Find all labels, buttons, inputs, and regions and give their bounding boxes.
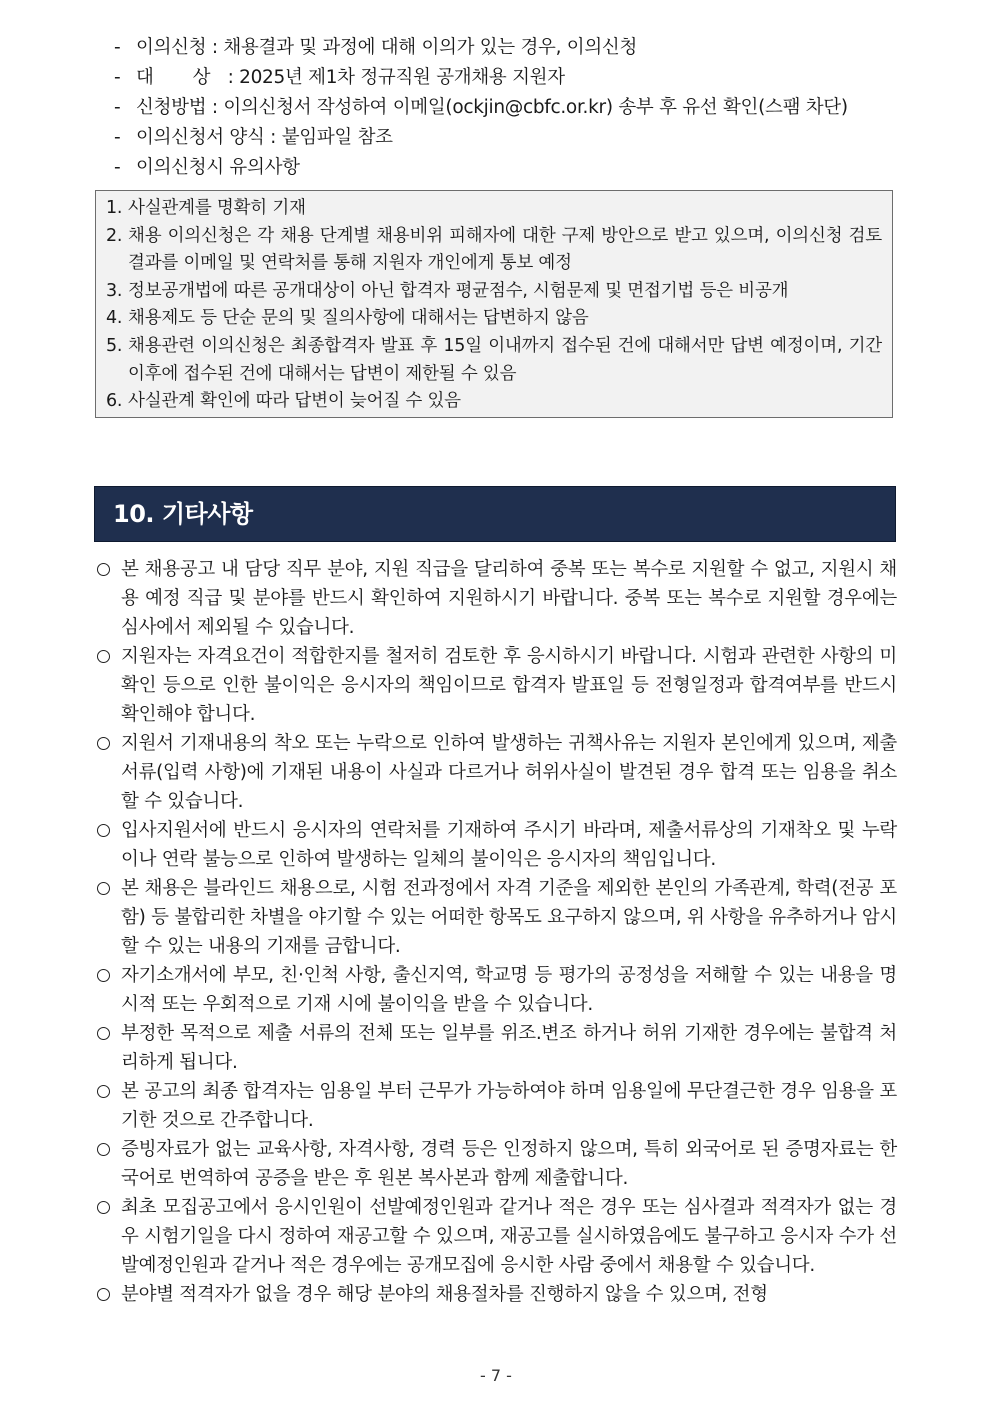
list-item: 본 공고의 최종 합격자는 임용일 부터 근무가 가능하여야 하며 임용일에 무단결근한 경우 임용을 포기한 것으로 간주합니다. — [95, 1077, 897, 1135]
notice-item: 5. 채용관련 이의신청은 최종합격자 발표 후 15일 이내까지 접수된 건에 대해서만 답변 예정이며, 기간 이후에 접수된 건에 대해서는 답변이 제한될 수 있음 — [106, 335, 882, 384]
appeal-info-item: - 대 상 : 2025년 제1차 정규직원 공개채용 지원자 — [114, 63, 914, 93]
circle-bullet-icon — [95, 874, 121, 903]
other-matters-list — [95, 555, 897, 1309]
appeal-info-item: - 이의신청시 유의사항 — [114, 157, 300, 178]
appeal-info-item: - 이의신청 : 채용결과 및 과정에 대해 이의가 있는 경우, 이의신청 — [114, 37, 638, 58]
notice-item: 2. 채용 이의신청은 각 채용 단계별 채용비위 피해자에 대한 구제 방안으로 받고 있으며, 이의신청 검토 결과를 이메일 및 연락처를 통해 지원자 개인에게 통보 예정 — [106, 225, 882, 274]
notice-item: 3. 정보공개법에 따른 공개대상이 아닌 합격자 평균점수, 시험문제 및 면접기법 등은 비공개 — [106, 280, 789, 301]
appeal-info-item: - 이의신청서 양식 : 붙임파일 참조 — [114, 127, 393, 148]
circle-bullet-icon — [95, 1280, 121, 1309]
appeal-label: 이의신청시 유의사항 — [136, 157, 300, 178]
notice-item: 6. 사실관계 확인에 따라 답변이 늦어질 수 있음 — [106, 391, 461, 412]
list-item: 최초 모집공고에서 응시인원이 선발예정인원과 같거나 적은 경우 또는 심사결과 적격자가 없는 경우 시험기일을 다시 정하여 재공고할 수 있으며, 재공고를 실시하였음에도 불구하고 응시자 수가 선발예정인원과 같거나 적은 경우에는 공개모집에 응시한 사람 중에서 채용할 수 있습니다. — [95, 1193, 897, 1280]
list-item: 본 채용공고 내 담당 직무 분야, 지원 직급을 달리하여 중복 또는 복수로 지원할 수 없고, 지원시 채용 예정 직급 및 분야를 반드시 확인하여 지원하시기 바랍니다. 중복 또는 복수로 지원할 경우에는 심사에서 제외될 수 있습니다. — [95, 555, 897, 642]
circle-bullet-icon — [95, 642, 121, 671]
circle-bullet-icon — [95, 1135, 121, 1164]
circle-bullet-icon — [95, 961, 121, 990]
list-item: 지원자는 자격요건이 적합한지를 철저히 검토한 후 응시하시기 바랍니다. 시험과 관련한 사항의 미확인 등으로 인한 불이익은 응시자의 책임이므로 합격자 발표일 등 전형일정과 합격여부를 반드시 확인해야 합니다. — [95, 642, 897, 729]
list-item: 입사지원서에 반드시 응시자의 연락처를 기재하여 주시기 바라며, 제출서류상의 기재착오 및 누락이나 연락 불능으로 인하여 발생하는 일체의 불이익은 응시자의 책임입니다. — [95, 816, 897, 874]
section-header — [94, 486, 896, 542]
list-item: 부정한 목적으로 제출 서류의 전체 또는 일부를 위조.변조 하거나 허위 기재한 경우에는 불합격 처리하게 됩니다. — [95, 1019, 897, 1077]
appeal-value: 붙임파일 참조 — [281, 127, 393, 148]
circle-bullet-icon — [95, 1193, 121, 1222]
appeal-label: 대 상 — [136, 67, 211, 88]
appeal-notice-box — [95, 190, 893, 418]
list-item: 자기소개서에 부모, 친·인척 사항, 출신지역, 학교명 등 평가의 공정성을 저해할 수 있는 내용을 명시적 또는 우회적으로 기재 시에 불이익을 받을 수 있습니다. — [95, 961, 897, 1019]
appeal-value: 이의신청서 작성하여 이메일(ockjin@cbfc.or.kr) 송부 후 유선 확인(스팸 차단) — [223, 97, 848, 118]
appeal-info-list — [114, 33, 914, 183]
appeal-label: 이의신청 — [136, 37, 207, 58]
appeal-info-item: - 신청방법 : 이의신청서 작성하여 이메일(ockjin@cbfc.or.kr) 송부 후 유선 확인(스팸 차단) — [114, 97, 848, 118]
appeal-value: 2025년 제1차 정규직원 공개채용 지원자 — [239, 67, 565, 88]
circle-bullet-icon — [95, 729, 121, 758]
appeal-value: 채용결과 및 과정에 대해 이의가 있는 경우, 이의신청 — [223, 37, 638, 58]
circle-bullet-icon — [95, 816, 121, 845]
circle-bullet-icon — [95, 1077, 121, 1106]
circle-bullet-icon — [95, 555, 121, 584]
list-item: 본 채용은 블라인드 채용으로, 시험 전과정에서 자격 기준을 제외한 본인의 가족관계, 학력(전공 포함) 등 불합리한 차별을 야기할 수 있는 어떠한 항목도 요구하지 않으며, 위 사항을 유추하거나 암시할 수 있는 내용의 기재를 금합니다. — [95, 874, 897, 961]
notice-item: 1. 사실관계를 명확히 기재 — [106, 198, 306, 218]
section-title: 10. 기타사항 — [113, 500, 253, 528]
list-item: 분야별 적격자가 없을 경우 해당 분야의 채용절차를 진행하지 않을 수 있으며, 전형 — [95, 1280, 897, 1309]
notice-item: 4. 채용제도 등 단순 문의 및 질의사항에 대해서는 답변하지 않음 — [106, 308, 589, 329]
appeal-label: 이의신청서 양식 — [136, 127, 265, 148]
appeal-label: 신청방법 — [136, 97, 207, 118]
list-item: 증빙자료가 없는 교육사항, 자격사항, 경력 등은 인정하지 않으며, 특히 외국어로 된 증명자료는 한국어로 번역하여 공증을 받은 후 원본 복사본과 함께 제출합니다. — [95, 1135, 897, 1193]
circle-bullet-icon — [95, 1019, 121, 1048]
page-number: - 7 - — [480, 1366, 512, 1385]
list-item: 지원서 기재내용의 착오 또는 누락으로 인하여 발생하는 귀책사유는 지원자 본인에게 있으며, 제출 서류(입력 사항)에 기재된 내용이 사실과 다르거나 허위사실이 발견된 경우 합격 또는 임용을 취소할 수 있습니다. — [95, 729, 897, 816]
